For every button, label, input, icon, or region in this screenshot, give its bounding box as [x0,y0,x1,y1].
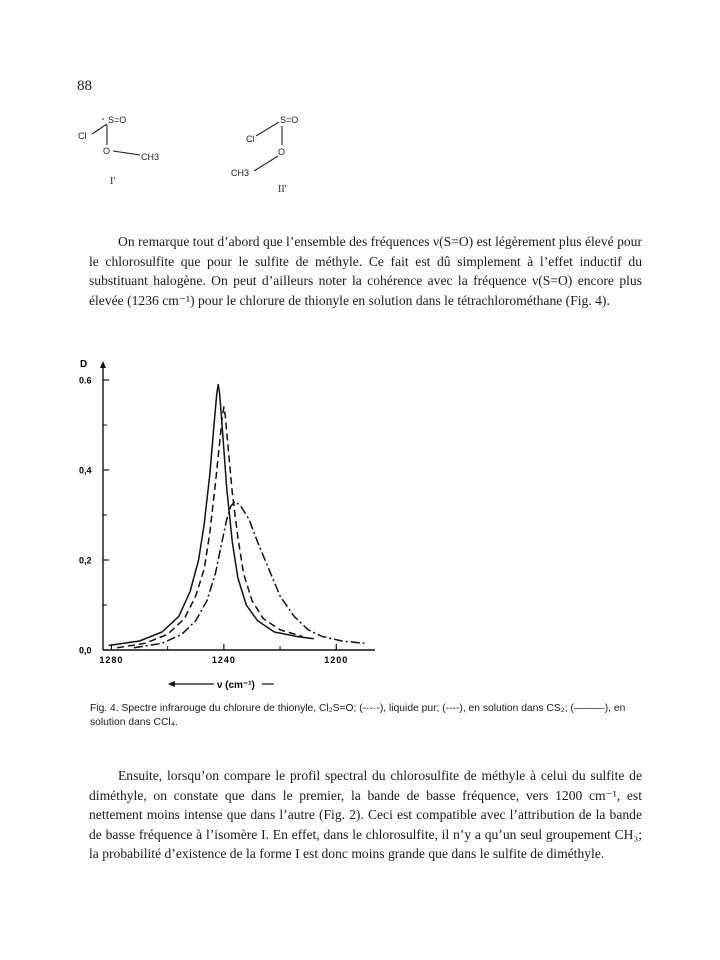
y-axis-label: D [80,359,88,370]
figure-caption: Fig. 4. Spectre infrarouge du chlorure de thionyle, Cl₂S=O; (-·-·-), liquide pur; (----), en solution dans CS₂; (———), en solution dans CCl₄. [90,703,626,728]
page-number: 88 [77,78,92,94]
methyl-group: CH3 [231,168,250,178]
x-tick-label: 1280 [99,655,124,665]
structure-left [76,112,206,202]
oxygen-atom: O [278,147,286,157]
paragraph-1 [89,232,642,310]
x-axis-label: ν (cm⁻¹) [216,680,255,691]
y-tick-label: 0,2 [79,555,92,566]
x-tick-label: 1240 [211,655,236,665]
structure-right [226,112,356,202]
paragraph-2 [89,766,642,864]
x-tick-label: 1200 [324,655,349,665]
isomer-label-left: I' [110,176,116,187]
paragraph-1-text: On remarque tout d’abord que l’ensemble des fréquences ν(S=O) est légèrement plus élevé pour le chlorosulfite que pour le sulfite de méthyle. Ce fait est dû simplement à l’effet inductif du substituant halogène. On peut d’ailleurs noter la cohérence avec la fréquence ν(S=O) encore plus élevée (1236 cm⁻¹) pour le chlorure de thionyle en solution dans le tétrachlorométhane (Fig. 4). [89,234,642,308]
x-axis-label-arrow-head [168,681,175,687]
y-axis-arrow [100,361,106,368]
isomer-label-right: II' [278,184,287,195]
paragraph-2-text: Ensuite, lorsqu’on compare le profil spectral du chlorosulfite de méthyle à celui du sulfite de diméthyle, on constate que dans le premier, la bande de basse fréquence, vers 1200 cm⁻¹, est nettement moins intense que dans l’autre (Fig. 2). Ceci est compatible avec l’attribution de la bande de basse fréquence à l’isomère I. En effet, dans le chlorosulfite, il n’y a qu’un seul groupement CH₃; la probabilité d’existence de la forme I est donc moins grande que dans le sulfite de diméthyle. [89,768,642,861]
chlorine-atom: Cl [78,131,87,141]
structure-right-bonds [226,112,356,202]
ir-spectrum-chart [70,352,390,697]
series-line-dashed [117,407,302,648]
y-tick-label: 0.6 [79,375,92,386]
y-tick-label: 0,0 [79,645,92,656]
methyl-group: CH3 [141,152,160,162]
chlorine-atom: Cl [246,134,255,144]
sulfinyl-group: S=O [108,115,127,125]
y-tick-label: 0,4 [79,465,92,476]
oxygen-atom: O [103,146,111,156]
sulfinyl-group: S=O [280,115,299,125]
series-line-solid [109,385,314,646]
